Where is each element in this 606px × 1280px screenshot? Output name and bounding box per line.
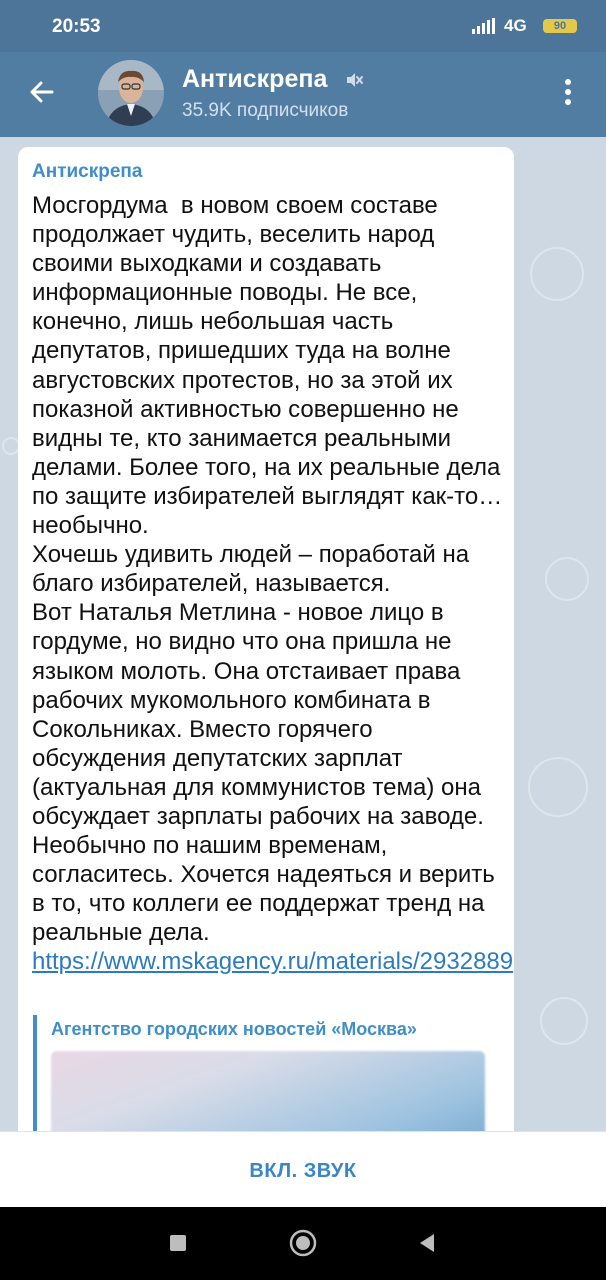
nav-home-icon[interactable] <box>289 1229 317 1257</box>
back-arrow-icon[interactable] <box>26 76 58 108</box>
network-type: 4G <box>504 16 527 35</box>
system-nav-bar <box>0 1207 606 1280</box>
battery-icon: 90 <box>543 19 577 33</box>
message-author[interactable]: Антискрепа <box>32 161 143 182</box>
avatar-image <box>98 60 164 126</box>
preview-site-name: Агентство городских новостей «Москва» <box>51 1019 417 1039</box>
signal-icon <box>472 18 500 34</box>
message-bubble <box>18 147 514 1157</box>
nav-recents-icon[interactable] <box>170 1235 186 1251</box>
message-body: Мосгордума в новом своем составе продолжает чудить, веселить народ своими выходками и создавать информационные поводы. Не все, конечно, лишь небольшая часть депутатов, пришедших туда на волне августовских протестов, но за этой их показной активностью совершенно не видны те, кто занимается реальными делами. Более того, на их реальные дела по защите избирателей выглядят как-то… необычно. Хочешь удивить людей – поработай на благо избирателей, называется. Вот Наталья Метлина - новое лицо в гордуме, но видно что она пришла не языком молоть. Она отстаивает права рабочих мукомольного комбината в Сокольниках. Вместо горячего обсуждения депутатских зарплат (актуальная для коммунистов тема) она обсуждает зарплаты рабочих на заводе. Необычно по нашим временам, согласитесь. Хочется надеяться и верить в то, что коллеги ее поддержат тренд на реальные дела. <box>32 192 503 947</box>
status-time: 20:53 <box>52 16 101 37</box>
unmute-button[interactable]: ВКЛ. ЗВУК <box>249 1160 357 1182</box>
chat-header <box>0 52 606 137</box>
message-text <box>32 191 514 977</box>
subscriber-count: 35.9K подписчиков <box>182 100 349 121</box>
message-link[interactable]: https://www.mskagency.ru/materials/2932889 <box>32 948 514 976</box>
bottom-bar <box>0 1131 606 1208</box>
channel-avatar[interactable] <box>98 60 164 126</box>
status-bar <box>0 0 606 52</box>
more-vertical-icon[interactable] <box>556 76 580 110</box>
mute-icon <box>344 70 364 90</box>
channel-title[interactable]: Антискрепа <box>182 65 328 93</box>
nav-back-icon[interactable] <box>418 1233 436 1253</box>
